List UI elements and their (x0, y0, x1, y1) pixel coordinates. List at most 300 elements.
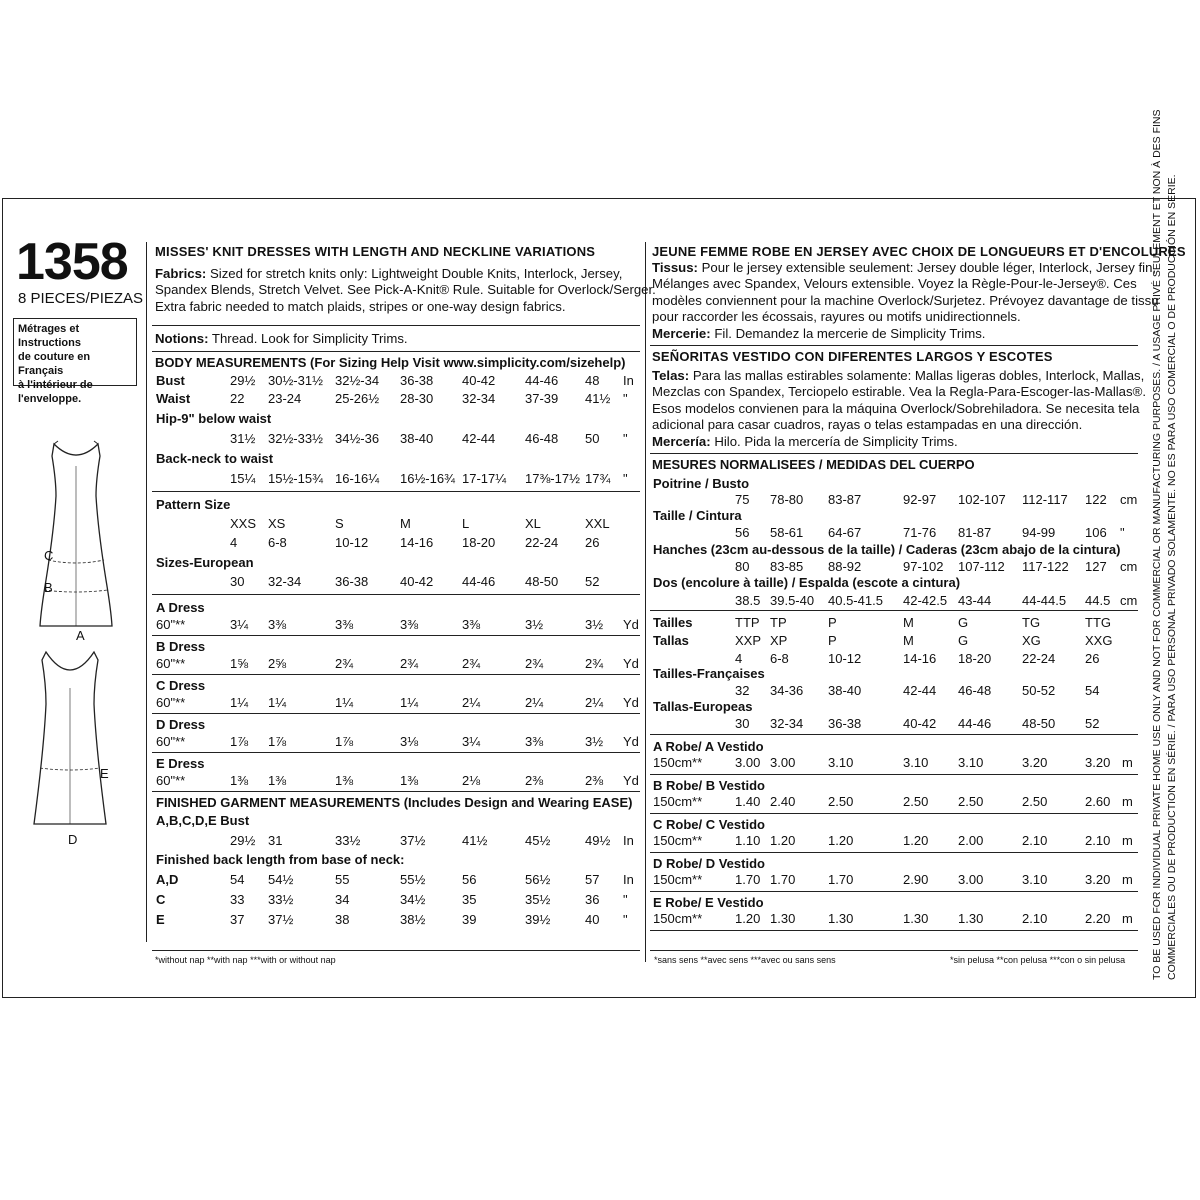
view-letter-c: C (44, 548, 54, 563)
hanches-value: 97-102 (903, 559, 944, 574)
european-size: 44-46 (462, 574, 496, 589)
mercerie-label: Mercerie: (652, 325, 711, 341)
telas-line: adicional para casar cuadros, rayas o telas estampadas en una dirección. (652, 417, 1083, 433)
poitrine-value: 102-107 (958, 492, 1006, 507)
yardage-value: 3¼ (230, 617, 249, 632)
back-neck-label: Back-neck to waist (156, 451, 274, 466)
back-length-value: 33½ (268, 892, 294, 907)
yardage-value: 2¼ (525, 695, 544, 710)
hip-label: Hip-9" below waist (156, 411, 272, 426)
finished-bust-value: In (623, 833, 634, 848)
poitrine-value: 122 (1085, 492, 1107, 507)
back-length-value: 36 (585, 892, 600, 907)
hanches-value: 107-112 (958, 559, 1005, 574)
finished-views-label: A,B,C,D,E Bust (156, 813, 250, 828)
pattern-size: XL (525, 516, 541, 531)
french-title: JEUNE FEMME ROBE EN JERSEY AVEC CHOIX DE LONGUEURS ET D'ENCOLURES (652, 244, 1186, 259)
yardage-value: 2¾ (400, 656, 419, 671)
dos-value: 42-42.5 (903, 593, 948, 608)
fabrics-line: Spandex Blends, Stretch Velvet. See Pick-A-Knit® Rule. Suitable for Overlock/Serger. (155, 282, 656, 298)
poitrine-value: 75 (735, 492, 750, 507)
metric-yardage-value: 2.10 (1022, 833, 1048, 848)
yardage-value: 3½ (525, 617, 544, 632)
telas-line: Para las mallas estirables solamente: Mallas ligeras dobles, Interlock, Mallas, (692, 368, 1145, 383)
waist-value: 25-26½ (335, 391, 380, 406)
metric-yardage-value: 2.10 (1085, 833, 1111, 848)
waist-value: 23-24 (268, 391, 302, 406)
french-size: 32 (735, 683, 750, 698)
metric-yardage-value: 3.10 (958, 755, 984, 770)
metric-yardage-value: 3.20 (1085, 872, 1111, 887)
dos-label: Dos (encolure à taille) / Espalda (escote a cintura) (653, 575, 961, 590)
yardage-view-label: E Dress (156, 756, 205, 771)
rule (650, 734, 1138, 735)
metric-yardage-value: 2.50 (1022, 794, 1048, 809)
yardage-value: 3⅜ (525, 734, 544, 749)
dos-value: 44-44.5 (1022, 593, 1067, 608)
tallas-number: 26 (1085, 651, 1100, 666)
back-length-value: 57 (585, 872, 600, 887)
fabrics-line: Extra fabric needed to match plaids, stripes or one-way design fabrics. (155, 298, 566, 314)
yardage-value: 2¼ (585, 695, 604, 710)
metric-yardage-value: 1.20 (735, 911, 761, 926)
tallas-label: Tallas (653, 633, 689, 648)
yardage-value: 2⅝ (268, 656, 287, 671)
metric-fabric-width: 150cm** (653, 872, 703, 887)
metric-yardage-value: 1.20 (828, 833, 854, 848)
yardage-view-label: A Dress (156, 600, 205, 615)
metric-yardage-unit: m (1122, 833, 1133, 848)
rule (152, 594, 640, 595)
metric-yardage-value: 1.40 (735, 794, 761, 809)
taille-value: 56 (735, 525, 750, 540)
tallas-value: XXP (735, 633, 762, 648)
pattern-size-number: 4 (230, 535, 238, 550)
tallas-number: 14-16 (903, 651, 937, 666)
metric-yardage-value: 1.30 (770, 911, 796, 926)
metric-yardage-value: 2.50 (958, 794, 984, 809)
metric-yardage-value: 2.60 (1085, 794, 1111, 809)
hip-value: 34½-36 (335, 431, 380, 446)
french-size: 54 (1085, 683, 1100, 698)
metric-fabric-width: 150cm** (653, 833, 703, 848)
telas-line: Esos modelos convienen para la máquina Overlock/Sobrehiladora. Se necesita tela (652, 400, 1140, 416)
waist-value: 41½ (585, 391, 611, 406)
french-size: 38-40 (828, 683, 862, 698)
tallas-number: 10-12 (828, 651, 862, 666)
taille-label: Taille / Cintura (653, 508, 742, 523)
waist-label: Waist (156, 391, 191, 406)
taille-value: " (1120, 525, 1125, 540)
yardage-value: 3⅜ (462, 617, 481, 632)
tissus-label: Tissus: (652, 260, 698, 275)
metric-yardage-value: 1.70 (828, 872, 854, 887)
pattern-size-number: 22-24 (525, 535, 559, 550)
yardage-fabric-width: 60"** (156, 617, 186, 632)
european-size: 48-50 (1022, 716, 1056, 731)
back-neck-value: 17-17¼ (462, 471, 507, 486)
tallas-value: XP (770, 633, 788, 648)
metric-yardage-view-label: C Robe/ C Vestido (653, 817, 765, 832)
view-letter-b: B (44, 580, 53, 595)
back-neck-value: 16½-16¾ (400, 471, 455, 486)
tailles-value: G (958, 615, 969, 630)
waist-value: 28-30 (400, 391, 434, 406)
back-length-view: C (156, 892, 166, 907)
rule (650, 891, 1138, 892)
metric-yardage-value: 1.20 (903, 833, 929, 848)
yardage-view-label: C Dress (156, 678, 206, 693)
metric-yardage-value: 2.40 (770, 794, 796, 809)
view-letter-e: E (100, 766, 109, 781)
merceria-label: Mercería: (652, 433, 711, 449)
yardage-value: 1⅞ (335, 734, 354, 749)
french-note-line: Métrages et Instructions (18, 323, 81, 349)
rule (650, 950, 1138, 951)
pattern-size: M (400, 516, 411, 531)
french-size: 46-48 (958, 683, 992, 698)
telas-label: Telas: (652, 368, 690, 383)
yardage-value: 1⅞ (268, 734, 287, 749)
back-length-value: 37 (230, 912, 245, 927)
european-size: 48-50 (525, 574, 559, 589)
european-size: 52 (1085, 716, 1100, 731)
yardage-fabric-width: 60"** (156, 695, 186, 710)
rule (152, 950, 640, 951)
bust-value: 36-38 (400, 373, 434, 388)
back-length-value: 55½ (400, 872, 426, 887)
metric-yardage-value: 1.30 (828, 911, 854, 926)
pattern-size: L (462, 516, 470, 531)
tissus-line: Pour le jersey extensible seulement: Jersey double léger, Interlock, Jersey fin, (701, 260, 1157, 275)
back-length-value: 35½ (525, 892, 551, 907)
hip-value: 50 (585, 431, 600, 446)
finished-bust-value: 41½ (462, 833, 488, 848)
metric-yardage-value: 3.20 (1085, 755, 1111, 770)
french-size: 50-52 (1022, 683, 1056, 698)
european-size: 30 (230, 574, 245, 589)
back-length-value: 38 (335, 912, 350, 927)
merceria-text: Hilo. Pida la mercería de Simplicity Trims. (714, 433, 958, 449)
tallas-value: XXG (1085, 633, 1113, 648)
spanish-title: SEÑORITAS VESTIDO CON DIFERENTES LARGOS Y ESCOTES (652, 349, 1053, 364)
poitrine-label: Poitrine / Busto (653, 476, 750, 491)
dos-value: 38.5 (735, 593, 761, 608)
yardage-value: 2¼ (462, 695, 481, 710)
bust-value: 30½-31½ (268, 373, 323, 388)
finished-bust-value: 45½ (525, 833, 551, 848)
bust-value: 29½ (230, 373, 256, 388)
tissus-line: Mélanges avec Spandex, Velours extensible. Voyez la Règle-Pour-le-Jersey®. Ces (652, 276, 1137, 292)
yardage-unit: Yd (623, 734, 639, 749)
french-sizes-label: Tailles-Françaises (653, 666, 765, 681)
finished-bust-value: 33½ (335, 833, 361, 848)
yardage-value: 3⅛ (400, 734, 419, 749)
tallas-value: XG (1022, 633, 1041, 648)
english-title: MISSES' KNIT DRESSES WITH LENGTH AND NECKLINE VARIATIONS (155, 244, 596, 259)
dos-value: 44.5 (1085, 593, 1111, 608)
mercerie-text: Fil. Demandez la mercerie de Simplicity Trims. (714, 325, 986, 341)
metric-yardage-value: 2.00 (958, 833, 984, 848)
rule (152, 752, 640, 753)
hanches-label: Hanches (23cm au-dessous de la taille) / Caderas (23cm abajo de la cintura) (653, 542, 1121, 557)
back-length-value: " (623, 912, 628, 927)
tallas-number: 22-24 (1022, 651, 1056, 666)
rule (650, 610, 1138, 611)
yardage-value: 2¾ (335, 656, 354, 671)
back-length-value: 37½ (268, 912, 294, 927)
bust-value: 48 (585, 373, 600, 388)
back-length-value: 38½ (400, 912, 426, 927)
french-instructions-note (13, 318, 137, 405)
telas-line: Mezclas con Spandex, Terciopelo estirable. Vea la Regla-Para-Escoger-las-Mallas®. (652, 384, 1146, 400)
tissus-line: pour raccorder les écossais, rayures ou motifs unidirectionnels. (652, 309, 1021, 325)
back-length-value: 34 (335, 892, 350, 907)
poitrine-value: 112-117 (1022, 492, 1068, 507)
rule (152, 674, 640, 675)
back-length-value: 39½ (525, 912, 551, 927)
hanches-value: cm (1120, 559, 1138, 574)
usage-disclaimer (1150, 109, 1180, 980)
body-measurements-heading: BODY MEASUREMENTS (For Sizing Help Visit www.simplicity.com/sizehelp) (155, 355, 626, 370)
poitrine-value: cm (1120, 492, 1138, 507)
yardage-fabric-width: 60"** (156, 656, 186, 671)
metric-yardage-view-label: E Robe/ E Vestido (653, 895, 764, 910)
yardage-value: 3½ (585, 734, 604, 749)
hanches-value: 117-122 (1022, 559, 1069, 574)
european-size: 30 (735, 716, 750, 731)
fabrics-block (155, 266, 656, 315)
pattern-size: XXS (230, 516, 257, 531)
yardage-view-label: D Dress (156, 717, 206, 732)
french-size: 42-44 (903, 683, 937, 698)
french-note-line: de couture en Français (18, 351, 91, 377)
yardage-fabric-width: 60"** (156, 773, 186, 788)
yardage-value: 2⅜ (525, 773, 544, 788)
european-size: 36-38 (335, 574, 369, 589)
yardage-value: 1⅝ (230, 656, 249, 671)
spanish-footnote: *sin pelusa **con pelusa ***con o sin pelusa (950, 955, 1126, 965)
bust-value: 44-46 (525, 373, 559, 388)
rule (152, 351, 640, 352)
tailles-value: TTP (735, 615, 760, 630)
poitrine-value: 92-97 (903, 492, 937, 507)
rule (152, 713, 640, 714)
bust-label: Bust (156, 373, 185, 388)
rule (152, 325, 640, 326)
dos-value: 43-44 (958, 593, 992, 608)
tallas-value: G (958, 633, 969, 648)
back-length-value: 33 (230, 892, 245, 907)
metric-yardage-unit: m (1122, 755, 1133, 770)
european-size: 32-34 (770, 716, 804, 731)
yardage-value: 1⅜ (400, 773, 419, 788)
metric-fabric-width: 150cm** (653, 794, 703, 809)
metric-yardage-value: 2.90 (903, 872, 929, 887)
yardage-unit: Yd (623, 695, 639, 710)
back-length-value: 56 (462, 872, 477, 887)
back-length-value: 54 (230, 872, 245, 887)
rule (152, 791, 640, 792)
yardage-value: 1¼ (230, 695, 249, 710)
back-length-value: 55 (335, 872, 350, 887)
waist-value: " (623, 391, 628, 406)
metric-yardage-view-label: B Robe/ B Vestido (653, 778, 765, 793)
european-size: 36-38 (828, 716, 862, 731)
tallas-value: M (903, 633, 914, 648)
yardage-value: 2⅛ (462, 773, 481, 788)
waist-value: 22 (230, 391, 245, 406)
pattern-size-number: 14-16 (400, 535, 434, 550)
spanish-fabrics-block (652, 368, 1146, 450)
finished-bust-value: 29½ (230, 833, 256, 848)
hip-value: 32½-33½ (268, 431, 323, 446)
finished-measurements-heading: FINISHED GARMENT MEASUREMENTS (Includes Design and Wearing EASE) (156, 795, 633, 810)
metric-fabric-width: 150cm** (653, 755, 703, 770)
notions-text: Thread. Look for Simplicity Trims. (211, 331, 408, 346)
poitrine-value: 83-87 (828, 492, 862, 507)
tailles-value: TG (1022, 615, 1041, 630)
dos-value: 39.5-40 (770, 593, 815, 608)
tailles-value: P (828, 615, 837, 630)
pattern-size-number: 10-12 (335, 535, 369, 550)
yardage-view-label: B Dress (156, 639, 206, 654)
metric-fabric-width: 150cm** (653, 911, 703, 926)
disclaimer-line: COMMERCIALES OU DE PRODUCTION EN SÉRIE. / PARA USO PERSONAL PRIVADO SOLAMENTE. NO ES PARA USO COMERCIAL O DE PRODUCCIÓN EN SERIE. (1166, 174, 1178, 980)
bust-value: 40-42 (462, 373, 496, 388)
yardage-value: 1¼ (400, 695, 419, 710)
rule (152, 635, 640, 636)
back-length-view: E (156, 912, 165, 927)
hanches-value: 127 (1085, 559, 1107, 574)
dos-value: 40.5-41.5 (828, 593, 883, 608)
back-length-view: A,D (156, 872, 179, 887)
pattern-size: XXL (585, 516, 610, 531)
back-length-value: 34½ (400, 892, 426, 907)
tailles-value: TTG (1085, 615, 1111, 630)
hip-value: 31½ (230, 431, 256, 446)
back-neck-value: " (623, 471, 628, 486)
yardage-unit: Yd (623, 656, 639, 671)
taille-value: 58-61 (770, 525, 804, 540)
rule (650, 774, 1138, 775)
yardage-value: 1⅜ (230, 773, 249, 788)
metric-yardage-value: 3.00 (770, 755, 796, 770)
back-length-value: 40 (585, 912, 600, 927)
view-letter-d: D (68, 832, 78, 847)
tallas-number: 6-8 (770, 651, 789, 666)
finished-bust-value: 49½ (585, 833, 611, 848)
poitrine-value: 78-80 (770, 492, 804, 507)
metric-yardage-view-label: D Robe/ D Vestido (653, 856, 765, 871)
waist-value: 37-39 (525, 391, 559, 406)
yardage-value: 2⅜ (585, 773, 604, 788)
hip-value: 42-44 (462, 431, 496, 446)
finished-bust-value: 31 (268, 833, 283, 848)
dos-value: cm (1120, 593, 1138, 608)
taille-value: 64-67 (828, 525, 862, 540)
finished-bust-value: 37½ (400, 833, 426, 848)
metric-yardage-unit: m (1122, 911, 1133, 926)
metric-yardage-value: 1.70 (735, 872, 761, 887)
rule (650, 813, 1138, 814)
back-length-value: 39 (462, 912, 477, 927)
back-neck-value: 15½-15¾ (268, 471, 323, 486)
pattern-size: XS (268, 516, 286, 531)
metric-yardage-value: 3.00 (958, 872, 984, 887)
column-divider-middle (645, 242, 646, 962)
tailles-label: Tailles (653, 615, 693, 630)
rule (650, 453, 1138, 454)
hip-value: " (623, 431, 628, 446)
metric-yardage-value: 3.20 (1022, 755, 1048, 770)
rule (650, 345, 1138, 346)
back-neck-value: 17¾ (585, 471, 611, 486)
metric-yardage-value: 1.70 (770, 872, 796, 887)
pieces-count: 8 PIECES/PIEZAS (18, 290, 144, 307)
hip-value: 46-48 (525, 431, 559, 446)
tallas-value: P (828, 633, 837, 648)
yardage-value: 1⅜ (268, 773, 287, 788)
back-length-label: Finished back length from base of neck: (156, 852, 405, 867)
yardage-value: 3¼ (462, 734, 481, 749)
metric-yardage-value: 3.10 (828, 755, 854, 770)
european-size: 44-46 (958, 716, 992, 731)
yardage-value: 3½ (585, 617, 604, 632)
bust-value: In (623, 373, 634, 388)
metric-yardage-value: 1.30 (958, 911, 984, 926)
tallas-number: 18-20 (958, 651, 992, 666)
yardage-fabric-width: 60"** (156, 734, 186, 749)
metric-yardage-value: 2.50 (828, 794, 854, 809)
pattern-size-number: 6-8 (268, 535, 287, 550)
metric-yardage-value: 1.20 (770, 833, 796, 848)
pattern-size-number: 26 (585, 535, 600, 550)
taille-value: 71-76 (903, 525, 937, 540)
european-sizes-label: Sizes-European (156, 555, 254, 570)
tailles-value: M (903, 615, 914, 630)
yardage-value: 2¾ (525, 656, 544, 671)
fabrics-line: Sized for stretch knits only: Lightweight Double Knits, Interlock, Jersey, (209, 266, 623, 281)
european-size: 52 (585, 574, 600, 589)
french-note-line: l'enveloppe. (18, 393, 82, 405)
rule (650, 852, 1138, 853)
hanches-value: 83-85 (770, 559, 804, 574)
european-size: 32-34 (268, 574, 302, 589)
dress-illustration-upper (36, 440, 116, 630)
fabrics-label: Fabrics: (155, 266, 207, 281)
column-divider-left (146, 242, 147, 942)
back-length-value: 35 (462, 892, 477, 907)
yardage-value: 1¼ (335, 695, 354, 710)
metric-yardage-value: 1.30 (903, 911, 929, 926)
french-note-line: à l'intérieur de (18, 379, 93, 391)
metric-yardage-value: 1.10 (735, 833, 761, 848)
french-footnote: *sans sens **avec sens ***avec ou sans sens (654, 955, 836, 965)
notions-block (155, 331, 408, 347)
pattern-size: S (335, 516, 344, 531)
tailles-value: TP (770, 615, 787, 630)
french-size: 34-36 (770, 683, 804, 698)
back-length-value: 54½ (268, 872, 294, 887)
european-sizes-label: Tallas-Europeas (653, 699, 753, 714)
taille-value: 94-99 (1022, 525, 1056, 540)
yardage-value: 2¾ (462, 656, 481, 671)
metric-yardage-unit: m (1122, 872, 1133, 887)
disclaimer-line: TO BE USED FOR INDIVIDUAL PRIVATE HOME USE ONLY AND NOT FOR COMMERCIAL OR MANUFACTURING PURPOSES. / A USAGE PRIVÉ SEULEMENT ET NON À DES FINS (1151, 109, 1163, 980)
taille-value: 106 (1085, 525, 1107, 540)
metric-yardage-value: 3.00 (735, 755, 761, 770)
